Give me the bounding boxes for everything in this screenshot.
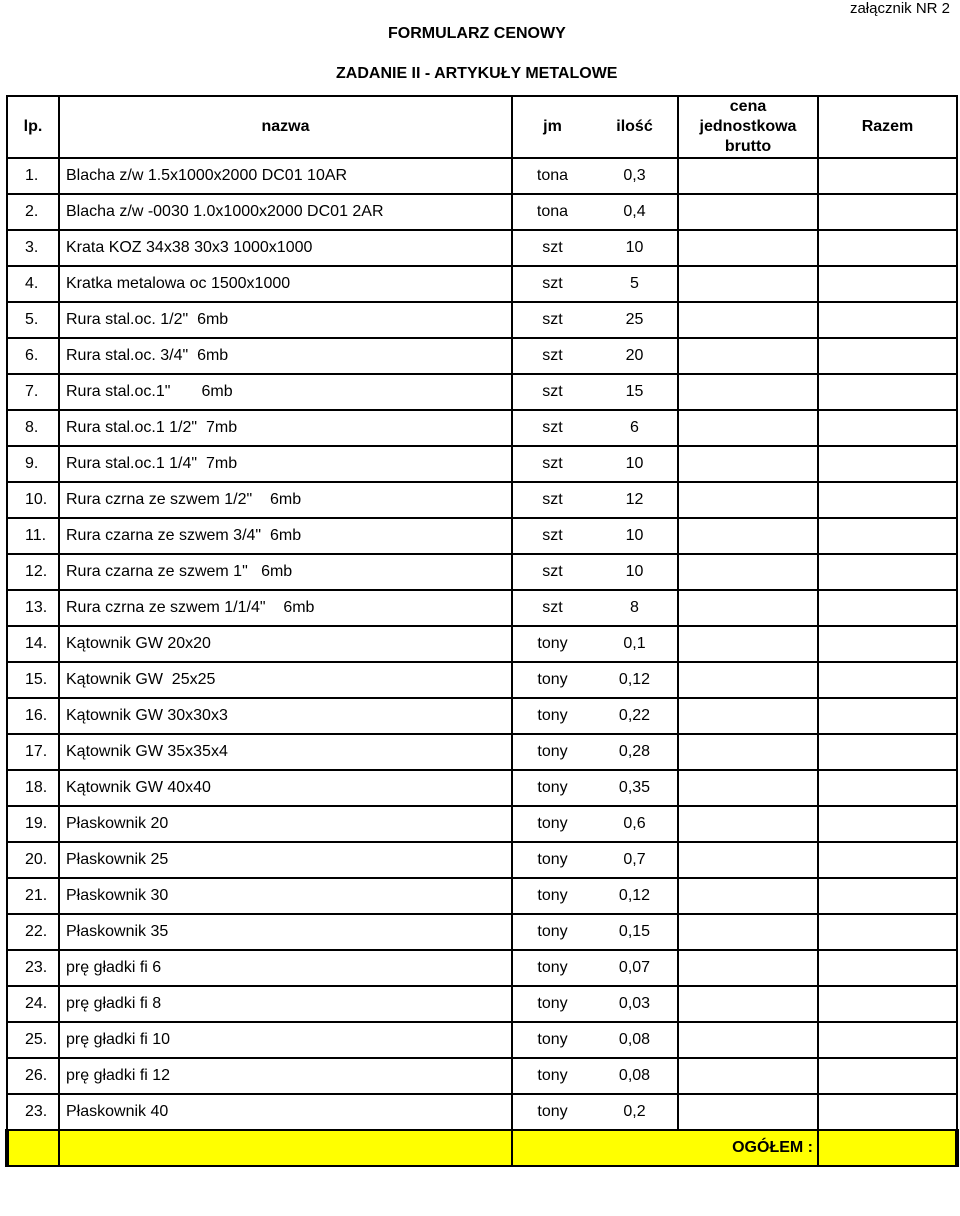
row-unit: szt [512,302,592,338]
total-label: OGÓŁEM : [512,1130,818,1166]
header-total: Razem [818,96,957,158]
table-row [7,878,957,914]
row-lp: 20. [7,842,59,878]
row-total[interactable] [818,734,957,770]
form-title: FORMULARZ CENOWY [388,25,566,42]
table-row [7,770,957,806]
table-row [7,950,957,986]
row-lp: 25. [7,1022,59,1058]
row-name: Płaskownik 20 [59,806,512,842]
row-lp: 5. [7,302,59,338]
row-unit: tony [512,626,592,662]
row-qty: 5 [592,266,678,302]
row-unit: szt [512,374,592,410]
table-row [7,1094,957,1130]
row-unit: tony [512,986,592,1022]
row-total[interactable] [818,194,957,230]
table-row [7,482,957,518]
table-row [7,302,957,338]
row-total[interactable] [818,698,957,734]
table-row [7,554,957,590]
row-total[interactable] [818,302,957,338]
row-lp: 14. [7,626,59,662]
row-name: prę gładki fi 12 [59,1058,512,1094]
row-unit-price[interactable] [678,662,818,698]
row-lp: 16. [7,698,59,734]
table-row [7,410,957,446]
table-row [7,266,957,302]
row-unit-price[interactable] [678,302,818,338]
row-unit: szt [512,446,592,482]
row-unit: tony [512,842,592,878]
row-total[interactable] [818,230,957,266]
row-name: prę gładki fi 6 [59,950,512,986]
row-unit-price[interactable] [678,770,818,806]
row-qty: 12 [592,482,678,518]
row-lp: 18. [7,770,59,806]
row-unit-price[interactable] [678,266,818,302]
row-name: Płaskownik 40 [59,1094,512,1130]
row-total[interactable] [818,410,957,446]
row-unit-price[interactable] [678,374,818,410]
header-lp: lp. [7,96,59,158]
row-total[interactable] [818,518,957,554]
form-subtitle: ZADANIE II - ARTYKUŁY METALOWE [336,65,618,82]
row-qty: 0,15 [592,914,678,950]
table-row [7,230,957,266]
row-name: Kątownik GW 35x35x4 [59,734,512,770]
row-name: Kątownik GW 30x30x3 [59,698,512,734]
total-row [7,1130,957,1166]
table-row [7,374,957,410]
table-row [7,698,957,734]
header-qty: ilość [592,96,678,158]
row-qty: 0,07 [592,950,678,986]
row-total[interactable] [818,374,957,410]
total-empty-cell [59,1130,512,1166]
row-name: Blacha z/w -0030 1.0x1000x2000 DC01 2AR [59,194,512,230]
row-unit-price[interactable] [678,1058,818,1094]
row-unit: tony [512,806,592,842]
table-row [7,1058,957,1094]
header-unit-price [678,96,818,158]
row-unit-price[interactable] [678,410,818,446]
row-lp: 22. [7,914,59,950]
row-unit: tony [512,878,592,914]
row-total[interactable] [818,986,957,1022]
header-unit-price-line3: brutto [724,138,772,155]
row-name: Kratka metalowa oc 1500x1000 [59,266,512,302]
row-name: Rura stal.oc. 1/2" 6mb [59,302,512,338]
row-name: Płaskownik 30 [59,878,512,914]
row-name: Krata KOZ 34x38 30x3 1000x1000 [59,230,512,266]
row-name: Rura czrna ze szwem 1/2" 6mb [59,482,512,518]
row-unit-price[interactable] [678,590,818,626]
row-qty: 0,03 [592,986,678,1022]
row-qty: 25 [592,302,678,338]
row-unit-price[interactable] [678,446,818,482]
row-unit: tony [512,950,592,986]
row-total[interactable] [818,590,957,626]
row-unit: szt [512,482,592,518]
row-qty: 0,4 [592,194,678,230]
row-unit: szt [512,554,592,590]
row-lp: 23. [7,1094,59,1130]
row-total[interactable] [818,770,957,806]
row-total[interactable] [818,1058,957,1094]
row-lp: 23. [7,950,59,986]
header-unit-price-line2: jednostkowa [699,118,797,135]
row-name: Rura stal.oc.1" 6mb [59,374,512,410]
row-unit: szt [512,338,592,374]
row-qty: 10 [592,518,678,554]
row-total[interactable] [818,806,957,842]
row-qty: 0,2 [592,1094,678,1130]
table-row [7,194,957,230]
row-name: Rura czarna ze szwem 3/4" 6mb [59,518,512,554]
row-lp: 8. [7,410,59,446]
row-qty: 10 [592,230,678,266]
grand-total-cell[interactable] [818,1130,957,1166]
row-total[interactable] [818,554,957,590]
row-qty: 15 [592,374,678,410]
row-qty: 8 [592,590,678,626]
row-unit-price[interactable] [678,986,818,1022]
row-total[interactable] [818,1022,957,1058]
row-total[interactable] [818,626,957,662]
row-name: Rura czarna ze szwem 1" 6mb [59,554,512,590]
row-unit-price[interactable] [678,338,818,374]
row-unit: szt [512,410,592,446]
table-row [7,986,957,1022]
table-row [7,914,957,950]
row-unit-price[interactable] [678,806,818,842]
header-unit: jm [512,96,592,158]
row-qty: 0,12 [592,662,678,698]
row-lp: 10. [7,482,59,518]
row-unit: tony [512,770,592,806]
row-unit-price[interactable] [678,842,818,878]
row-qty: 6 [592,410,678,446]
row-unit: tona [512,158,592,194]
row-total[interactable] [818,1094,957,1130]
table-row [7,662,957,698]
row-qty: 0,6 [592,806,678,842]
row-unit-price[interactable] [678,1022,818,1058]
row-total[interactable] [818,158,957,194]
attachment-label: załącznik NR 2 [849,0,950,17]
row-unit-price[interactable] [678,518,818,554]
row-unit-price[interactable] [678,194,818,230]
table-row [7,338,957,374]
row-unit-price[interactable] [678,554,818,590]
row-unit-price[interactable] [678,626,818,662]
row-name: Rura stal.oc. 3/4" 6mb [59,338,512,374]
row-lp: 24. [7,986,59,1022]
row-name: Blacha z/w 1.5x1000x2000 DC01 10AR [59,158,512,194]
row-name: Kątownik GW 25x25 [59,662,512,698]
row-unit: szt [512,590,592,626]
row-lp: 21. [7,878,59,914]
row-lp: 6. [7,338,59,374]
table-header-row [7,96,957,158]
row-unit: tony [512,1094,592,1130]
total-empty-cell [7,1130,59,1166]
row-qty: 10 [592,446,678,482]
row-unit-price[interactable] [678,950,818,986]
row-name: Kątownik GW 20x20 [59,626,512,662]
row-total[interactable] [818,842,957,878]
row-unit-price[interactable] [678,698,818,734]
row-lp: 26. [7,1058,59,1094]
row-name: Płaskownik 35 [59,914,512,950]
row-total[interactable] [818,446,957,482]
row-unit: tony [512,734,592,770]
row-name: Rura czrna ze szwem 1/1/4" 6mb [59,590,512,626]
row-lp: 2. [7,194,59,230]
row-unit-price[interactable] [678,914,818,950]
row-name: Płaskownik 25 [59,842,512,878]
row-lp: 19. [7,806,59,842]
row-name: Kątownik GW 40x40 [59,770,512,806]
row-unit-price[interactable] [678,878,818,914]
row-lp: 9. [7,446,59,482]
row-unit: tony [512,1058,592,1094]
row-lp: 15. [7,662,59,698]
table-row [7,1022,957,1058]
row-lp: 7. [7,374,59,410]
row-total[interactable] [818,338,957,374]
row-total[interactable] [818,482,957,518]
row-lp: 3. [7,230,59,266]
row-lp: 12. [7,554,59,590]
row-lp: 1. [7,158,59,194]
row-unit: tony [512,1022,592,1058]
row-qty: 0,3 [592,158,678,194]
table-row [7,626,957,662]
row-unit: tony [512,914,592,950]
row-total[interactable] [818,266,957,302]
row-qty: 0,12 [592,878,678,914]
row-name: Rura stal.oc.1 1/4" 7mb [59,446,512,482]
row-qty: 0,1 [592,626,678,662]
row-unit-price[interactable] [678,734,818,770]
row-qty: 0,35 [592,770,678,806]
table-row [7,446,957,482]
row-unit: szt [512,518,592,554]
row-qty: 10 [592,554,678,590]
row-name: Rura stal.oc.1 1/2" 7mb [59,410,512,446]
table-row [7,158,957,194]
table-row [7,842,957,878]
row-lp: 11. [7,518,59,554]
row-unit-price[interactable] [678,230,818,266]
row-unit-price[interactable] [678,482,818,518]
row-unit-price[interactable] [678,158,818,194]
row-qty: 20 [592,338,678,374]
row-total[interactable] [818,950,957,986]
row-unit: szt [512,266,592,302]
header-unit-price-line1: cena [729,98,767,115]
row-lp: 13. [7,590,59,626]
row-unit: tony [512,698,592,734]
price-table [5,95,959,1167]
row-unit-price[interactable] [678,1094,818,1130]
row-lp: 17. [7,734,59,770]
row-name: prę gładki fi 8 [59,986,512,1022]
row-lp: 4. [7,266,59,302]
row-qty: 0,22 [592,698,678,734]
table-row [7,734,957,770]
row-total[interactable] [818,662,957,698]
row-unit: szt [512,230,592,266]
row-total[interactable] [818,914,957,950]
table-row [7,590,957,626]
row-unit: tona [512,194,592,230]
row-qty: 0,08 [592,1058,678,1094]
row-qty: 0,28 [592,734,678,770]
table-row [7,518,957,554]
row-qty: 0,08 [592,1022,678,1058]
table-row [7,806,957,842]
row-name: prę gładki fi 10 [59,1022,512,1058]
row-qty: 0,7 [592,842,678,878]
row-unit: tony [512,662,592,698]
row-total[interactable] [818,878,957,914]
header-name: nazwa [59,96,512,158]
